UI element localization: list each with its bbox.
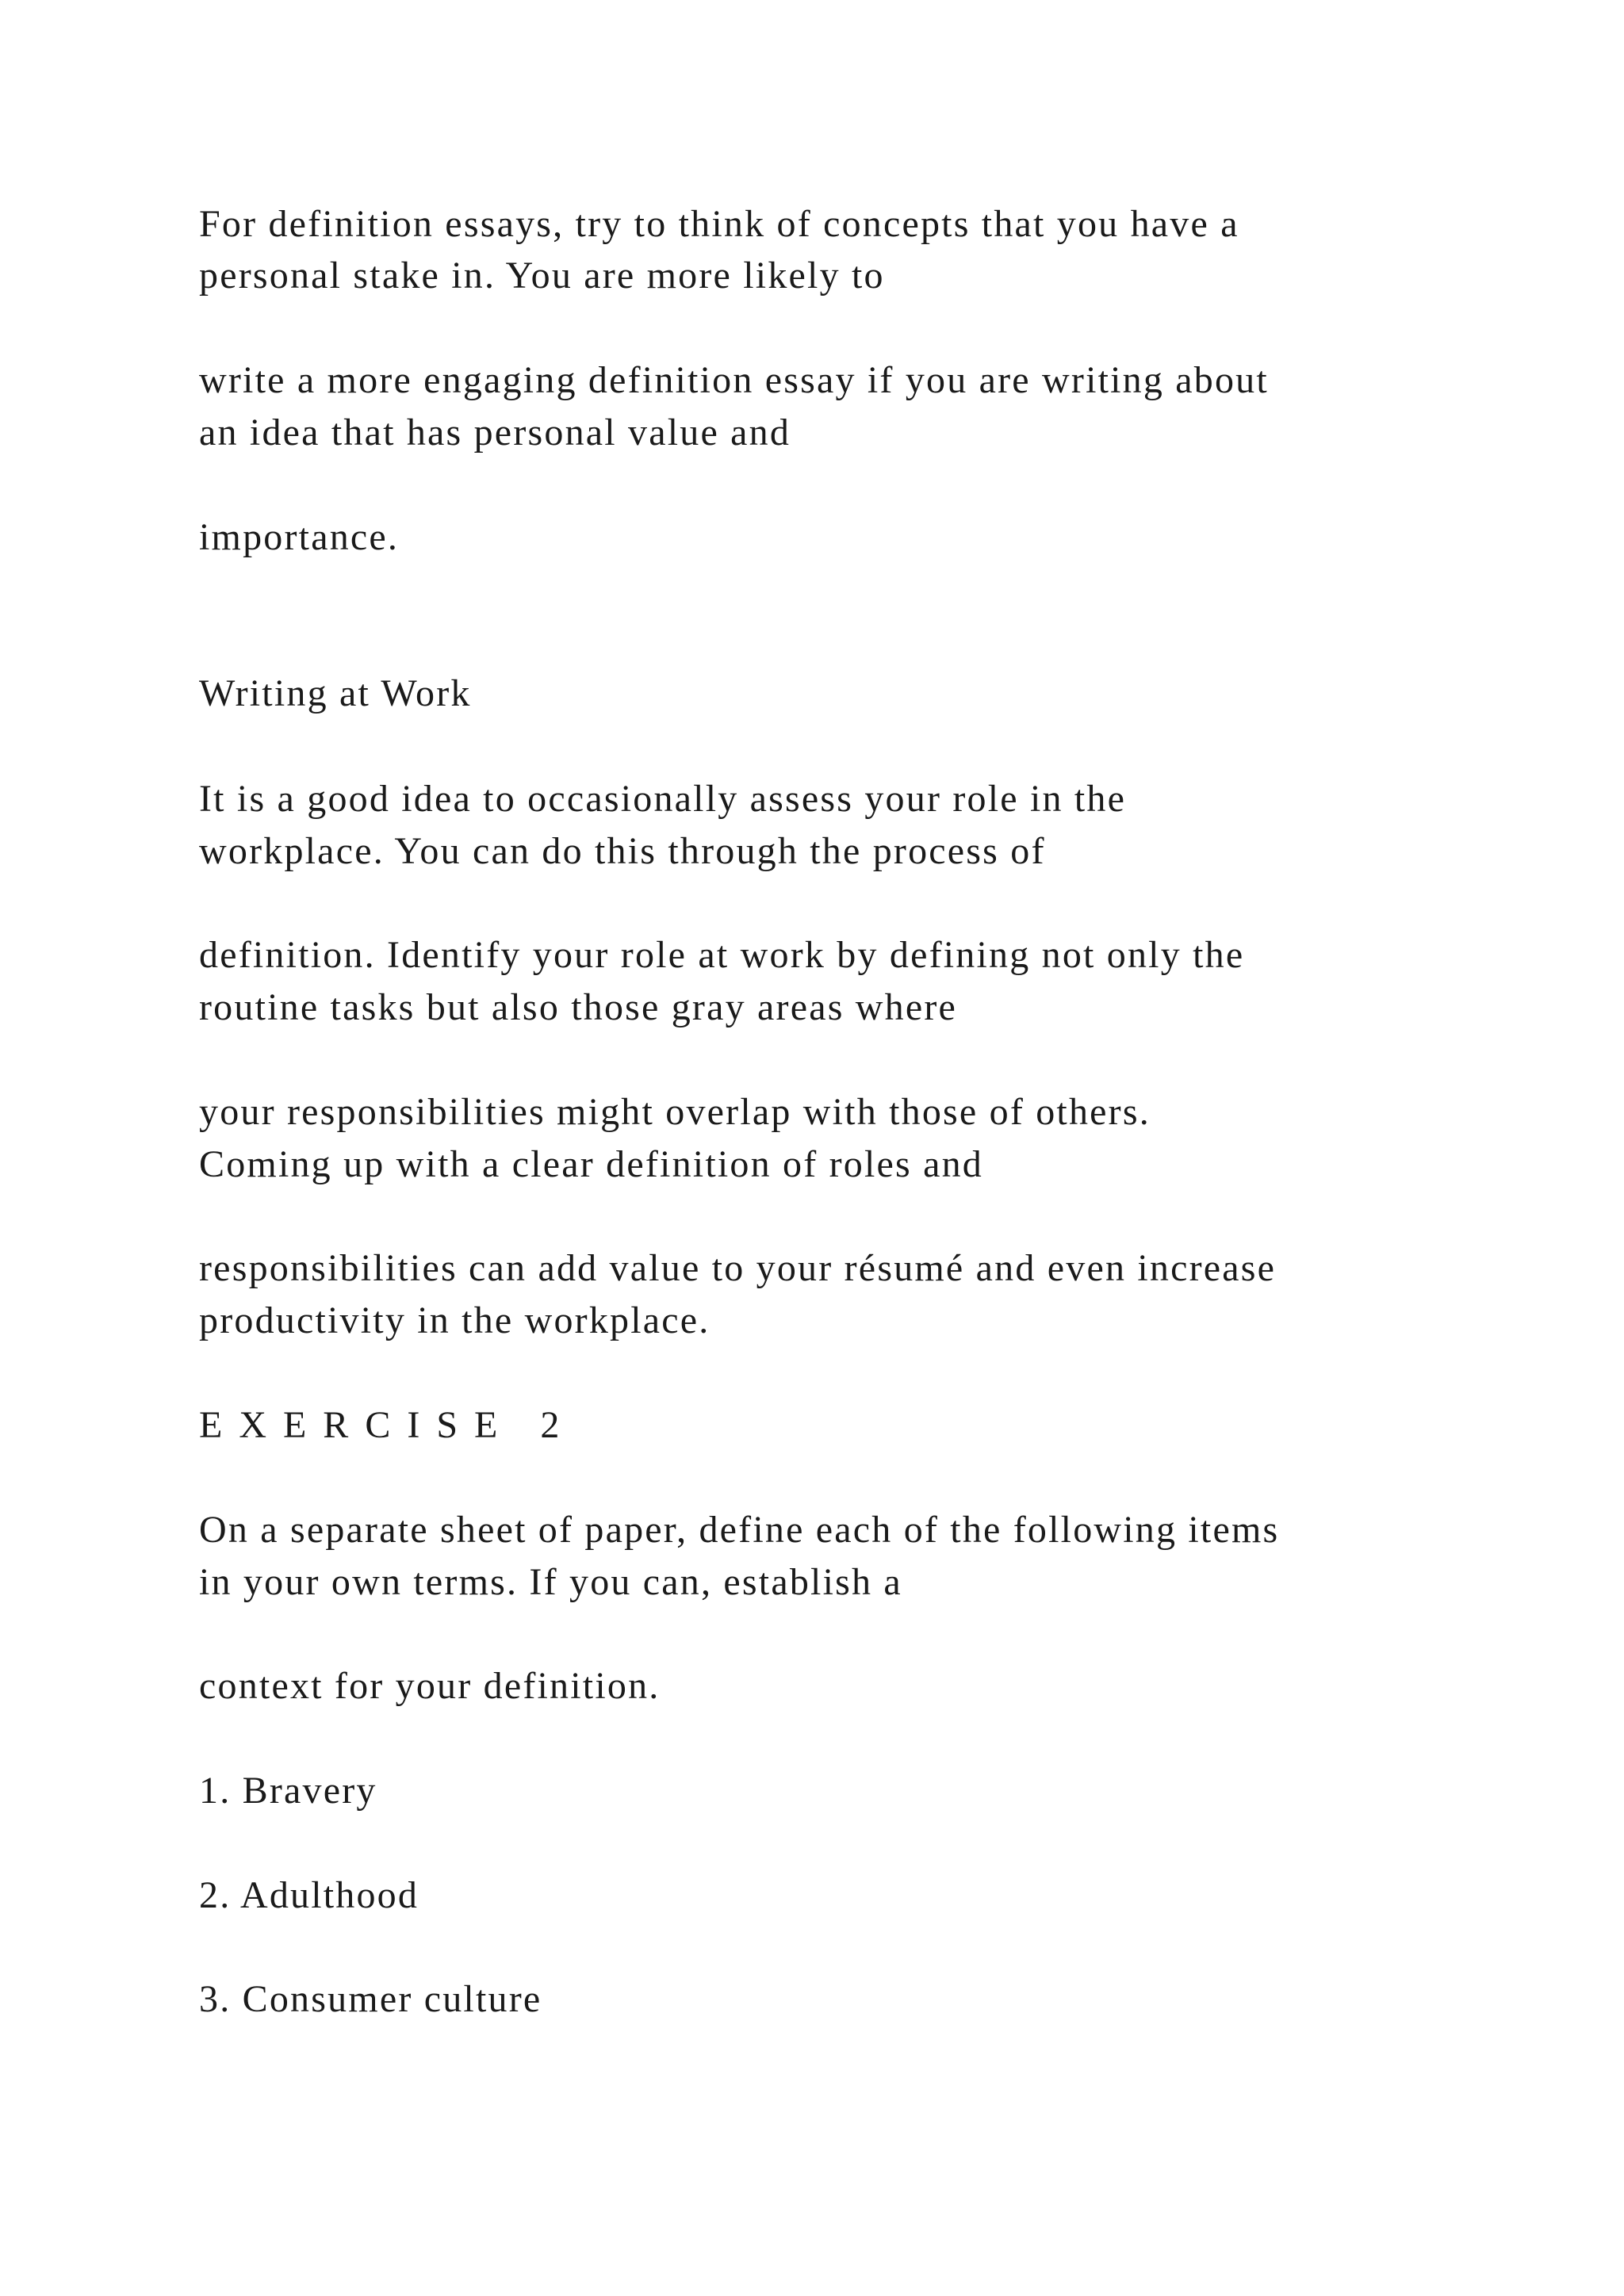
- paragraph-5-line-2: workplace. You can do this through the process of: [199, 830, 1046, 872]
- paragraph-1-line-1: For definition essays, try to think of concepts that you have a: [199, 203, 1239, 245]
- paragraph-2-line-1: write a more engaging definition essay if you are writing about: [199, 359, 1269, 401]
- paragraph-8-line-1: responsibilities can add value to your résumé and even increase: [199, 1247, 1277, 1289]
- paragraph-11-line-1: context for your definition.: [199, 1665, 661, 1707]
- paragraph-6-line-2: routine tasks but also those gray areas where: [199, 986, 958, 1028]
- paragraph-2-line-2: an idea that has personal value and: [199, 411, 791, 453]
- list-item-1: 1. Bravery: [199, 1770, 377, 1812]
- paragraph-1-line-2: personal stake in. You are more likely to: [199, 254, 885, 297]
- paragraph-7-line-1: your responsibilities might overlap with those of others.: [199, 1091, 1151, 1133]
- paragraph-8-line-2: productivity in the workplace.: [199, 1299, 710, 1341]
- list-item-3: 3. Consumer culture: [199, 1978, 542, 2020]
- list-item-2: 2. Adulthood: [199, 1874, 419, 1916]
- paragraph-10-line-2: in your own terms. If you can, establish a: [199, 1561, 902, 1603]
- paragraph-6-line-1: definition. Identify your role at work by defining not only the: [199, 934, 1245, 976]
- paragraph-7-line-2: Coming up with a clear definition of roles and: [199, 1143, 983, 1185]
- exercise-heading: EXERCISE 2: [199, 1404, 576, 1446]
- paragraph-10-line-1: On a separate sheet of paper, define each of the following items: [199, 1509, 1280, 1551]
- paragraph-3-line-1: importance.: [199, 516, 400, 558]
- section-heading-writing-at-work: Writing at Work: [199, 672, 472, 714]
- paragraph-5-line-1: It is a good idea to occasionally assess your role in the: [199, 778, 1127, 820]
